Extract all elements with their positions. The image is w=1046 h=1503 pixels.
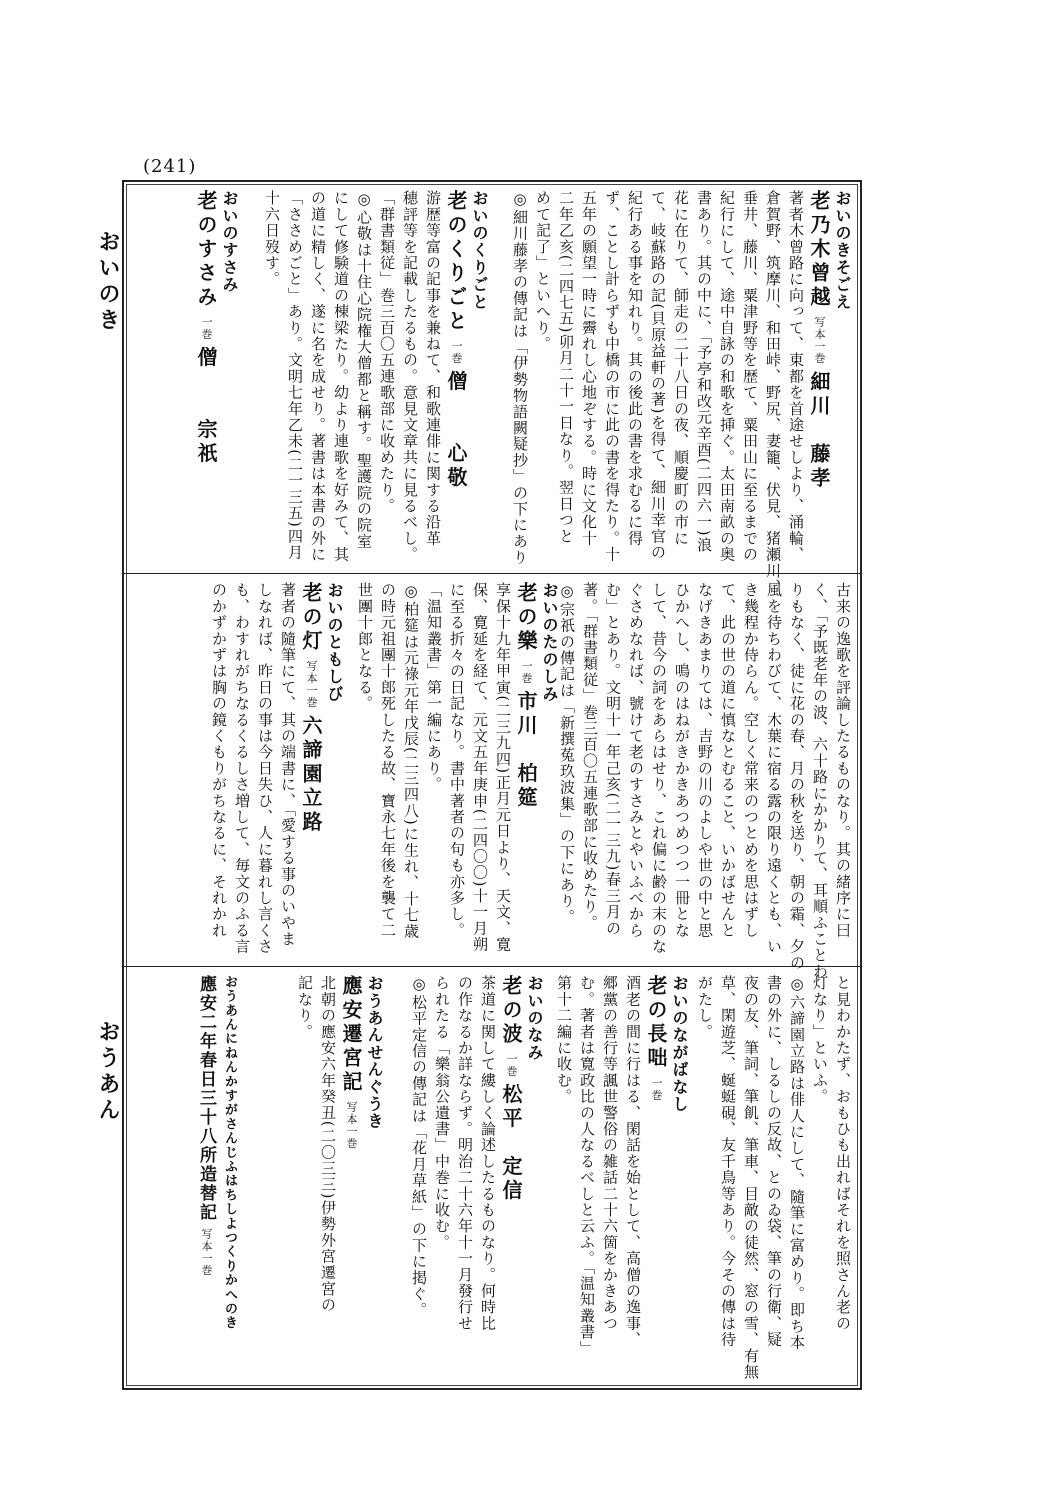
entry-title-line (444, 190, 468, 563)
text-line: 第十二編に收む。 (555, 975, 573, 1105)
text-line: と見わかたず、おもひも出ればそれを照さん老の (834, 975, 852, 1332)
entry-heading: おいのともしび (325, 582, 344, 703)
text-line: 享保十九年甲寅(二三九四)正月元日より、天文、寛 (494, 582, 512, 953)
text-line: めて記了」といへり。 (534, 190, 552, 352)
entry-heading: おいのすさみ (220, 190, 239, 294)
entry-oinosusami (194, 190, 241, 466)
entry-oinotanoshimi (353, 582, 561, 953)
text-line: の作なるか詳ならず。明治二十六年十一月發行せ (456, 975, 474, 1332)
entry-meta: 一巻 (650, 1076, 663, 1102)
text-line: 風を待ちわびて、木葉に宿る露の限り遠くとも、い (765, 582, 783, 955)
text-line: も、わすれがちなるくるしさ増して、毎文のふる言 (233, 582, 251, 955)
entry-meta: 一巻 (450, 339, 463, 365)
entry-heading: おうあんせんぐうき (365, 975, 384, 1130)
text-line: 游歴等富の記事を兼ねて、和歌連俳に関する沿革 (424, 190, 442, 547)
entry-author: 細川 藤孝 (807, 370, 831, 491)
entry-title: 老の樂 (514, 582, 538, 654)
entry-title-line (194, 975, 218, 1330)
entry-title: 應安遷宮記 (339, 975, 363, 1095)
continuation-oinosusami (555, 582, 854, 980)
text-line: 「群書類従」巻三百〇五連歌部に收めたり。 (378, 190, 396, 514)
text-line: 著者の隨筆にて、其の端書に、「愛する事のいやま (279, 582, 297, 948)
text-line: ◎宗祇の傳記は「新撰菟玖波集」の下にあり。 (558, 582, 576, 926)
text-line: 著者木曾路に向って、東都を首途せしより、涌輪、 (787, 190, 805, 563)
text-line: 「温知叢書」第一編にあり。 (425, 582, 443, 793)
entry-meta: 写本一巻 (345, 1100, 358, 1150)
text-line: ◎六諦園立路は俳人にして、隨筆に富めり。即ち本 (788, 975, 806, 1351)
entry-title: 老のくりごと (444, 190, 468, 334)
page-number: (241) (143, 156, 197, 177)
text-line: の道に精しく、遂に名を成せり。著書は本書の外に (309, 190, 327, 563)
entry-title: 老乃木曾越 (807, 190, 831, 310)
text-line: 夜の友、筆詞、筆飢、筆車、目敵の徒然、窓の雪、有無 (742, 975, 760, 1380)
entry-title-line (339, 975, 363, 1313)
text-line: 垂井、藤川、粟津野等を歴て、粟田山に至るまでの (741, 190, 759, 563)
text-line: られたる「樂翁公遺書」中巻に收む。 (433, 975, 451, 1251)
entry-heading: おいのくりごと (470, 190, 489, 311)
text-line: なげきあまりては、吉野の川のよしや世の中と思 (696, 582, 714, 939)
text-line: 茶道に関して縷しく論述したるものなり。何時比 (479, 975, 497, 1332)
entry-title-line (514, 582, 538, 953)
margin-index-top: おいのき (95, 230, 120, 334)
entry-title: 老の波 (499, 975, 523, 1047)
text-line: ◎松平定信の傳記は「花月草紙」の下に掲ぐ。 (410, 975, 428, 1319)
text-line: ひかへし、鳴のはねがきかきあつめつつ一冊とな (673, 582, 691, 939)
text-line: 書の外に、しるしの反故、とのゐ袋、筆の行衛、疑 (765, 975, 783, 1348)
entry-meta: 一巻 (505, 1052, 518, 1078)
text-line: 世團十郎となる。 (356, 582, 374, 712)
text-line: ず、ことし計らずも中橋の市に此の書を得たり。十 (603, 190, 621, 563)
text-line: 花に在りて、師走の二十八日の夜、順慶町の市に (672, 190, 690, 547)
entry-meta: 写本一巻 (813, 315, 826, 365)
entry-heading: おいのたのしみ (540, 582, 559, 703)
text-line: ぐさめなれば、號けて老のすさみとやいふべから (627, 582, 645, 939)
text-line: 二年乙亥(二四七五)卯月二十一日なり。翌日つと (557, 190, 575, 545)
text-line: て、此の世の道に慎なとむること、いかばせんと (719, 582, 737, 939)
entry-title-line (299, 582, 323, 955)
text-line: 保、寛延を経て、元文五年庚申(二四〇〇)十一月朔 (471, 582, 489, 953)
entry-oinotomoshibi (207, 582, 346, 955)
entry-meta: 一巻 (200, 315, 213, 341)
text-line: ◎心敬は十住心院権大僧都と稱す。聖護院の院室 (355, 190, 373, 550)
text-line: む」とあり。文明十一年己亥(二一三九)春三月の (604, 582, 622, 937)
text-line: りもなく、徒に花の春、月の秋を送り、朝の霜、夕の (788, 582, 806, 971)
entry-oinokurigoto (260, 190, 491, 563)
entry-oinonami (407, 975, 546, 1331)
text-line: しなれば、昨日の事は今日失ひ、人に暮れし言くさ (256, 582, 274, 955)
entry-author: 僧 心敬 (444, 370, 468, 491)
entry-meta: 一巻 (520, 659, 533, 685)
text-line: 紀行ある事を知れり。其の後此の書を求むるに得 (626, 190, 644, 547)
text-line: む。著者は寛政比の人なるべしと云ふ。「温知叢書」 (578, 975, 596, 1357)
text-line: て、岐蘇路の記(貝原益軒の著)を得て、細川幸官の (649, 190, 667, 561)
entry-ouanninen (194, 975, 241, 1330)
text-line: ◎柏筵は元祿元年戊辰(二三四八)に生れ、十七歳 (402, 582, 420, 940)
entry-title: 老のすさみ (194, 190, 218, 310)
entry-heading: おいのきそごえ (833, 190, 852, 311)
entry-title: 應安二年春日三十八所造替記 (196, 975, 216, 1222)
margin-index-bottom: おうあん (95, 1020, 120, 1124)
entry-ouansenguuki (293, 975, 386, 1313)
text-line: にして修験道の棟梁たり。幼より連歌を好みて、其 (332, 190, 350, 563)
entry-title-line (644, 975, 668, 1356)
text-line: ◎細川藤孝の傳記は「伊勢物語闕疑抄」の下にあり (511, 190, 529, 566)
text-line: き幾程か侍らん。空しく常来のつとめを思はずし (742, 582, 760, 939)
text-line: 記なり。 (296, 975, 314, 1040)
text-line: く、「予既老年の波、六十路にかかりて、耳順ふことわ (811, 582, 829, 980)
text-line: して、昔今の詞をあらはせり、これ偏に齢の末のな (650, 582, 668, 955)
text-line: 倉賀野、筑摩川、和田峠、野尻、妻籠、伏見、猪瀬川、 (764, 190, 782, 595)
entry-title: 老の灯 (299, 582, 323, 654)
entry-oinokisogoe (508, 190, 854, 595)
entry-title-line (499, 975, 523, 1331)
text-line: 北朝の應安六年癸丑(二〇三三)伊勢外宮遷宮の (319, 975, 337, 1314)
text-line: 書あり。其の中に、「予亭和改元辛酉(二四六一)浪 (695, 190, 713, 554)
entry-heading: おいのながばなし (670, 975, 689, 1113)
text-line: 酒老の間に行はる、閑話を始として、高僧の逸事、 (624, 975, 642, 1348)
entry-title: 老の長咄 (644, 975, 668, 1071)
entry-author: 松平 定信 (499, 1083, 523, 1204)
text-line: に至る折々の日記なり。書中著者の句も亦多し。 (448, 582, 466, 939)
entry-title-line (194, 190, 218, 466)
text-line: 五年の願望一時に霽れし心地ぞする。時に文化十 (580, 190, 598, 547)
text-line: 十六日歿す。 (263, 190, 281, 288)
text-line: 著。「群書類従」巻三百〇五連歌部に收めたり。 (581, 582, 599, 931)
entry-heading: おいのなみ (525, 975, 544, 1061)
text-line: 灯なり」といふ。 (811, 975, 829, 1105)
entry-author: 僧 宗祇 (194, 346, 218, 467)
text-line: のかずかずは胸の鏡くもりがちなるに、それかれ (210, 582, 228, 939)
text-line: 草、閑遊芝、蜒蜓硯、友千鳥等あり。今その傳は待 (719, 975, 737, 1348)
text-line: 古来の逸歌を評論したるものなり。其の緒序に曰 (834, 582, 852, 939)
text-line: 穂評等を記載したるもの。意見文章共に見るべし。 (401, 190, 419, 563)
text-line: 「ささめごと」あり。文明七年乙未(二一三五)四月 (286, 190, 304, 561)
continuation-oinotomoshibi (693, 975, 854, 1380)
entry-title-line (807, 190, 831, 595)
text-line: の時元祖團十郎死したる故、寶永七年後を襲て二 (379, 582, 397, 939)
entry-author: 六諦園立路 (299, 714, 323, 835)
text-line: 紀行にして、途中自詠の和歌を挿ぐ。太田南畝の奥 (718, 190, 736, 563)
entry-meta: 写本一巻 (200, 1227, 213, 1277)
entry-meta: 写本一巻 (305, 659, 318, 709)
text-line: 郷黨の善行等諷世警俗の雑話二十六箇をかきあつ (601, 975, 619, 1332)
text-line: がたし。 (696, 975, 714, 1040)
entry-heading: おうあんにねんかすがさんじふはちしよつくりかへのき (222, 975, 237, 1330)
entry-author: 市川 柏筵 (514, 690, 538, 811)
entry-oinonagabanashi (552, 975, 691, 1356)
